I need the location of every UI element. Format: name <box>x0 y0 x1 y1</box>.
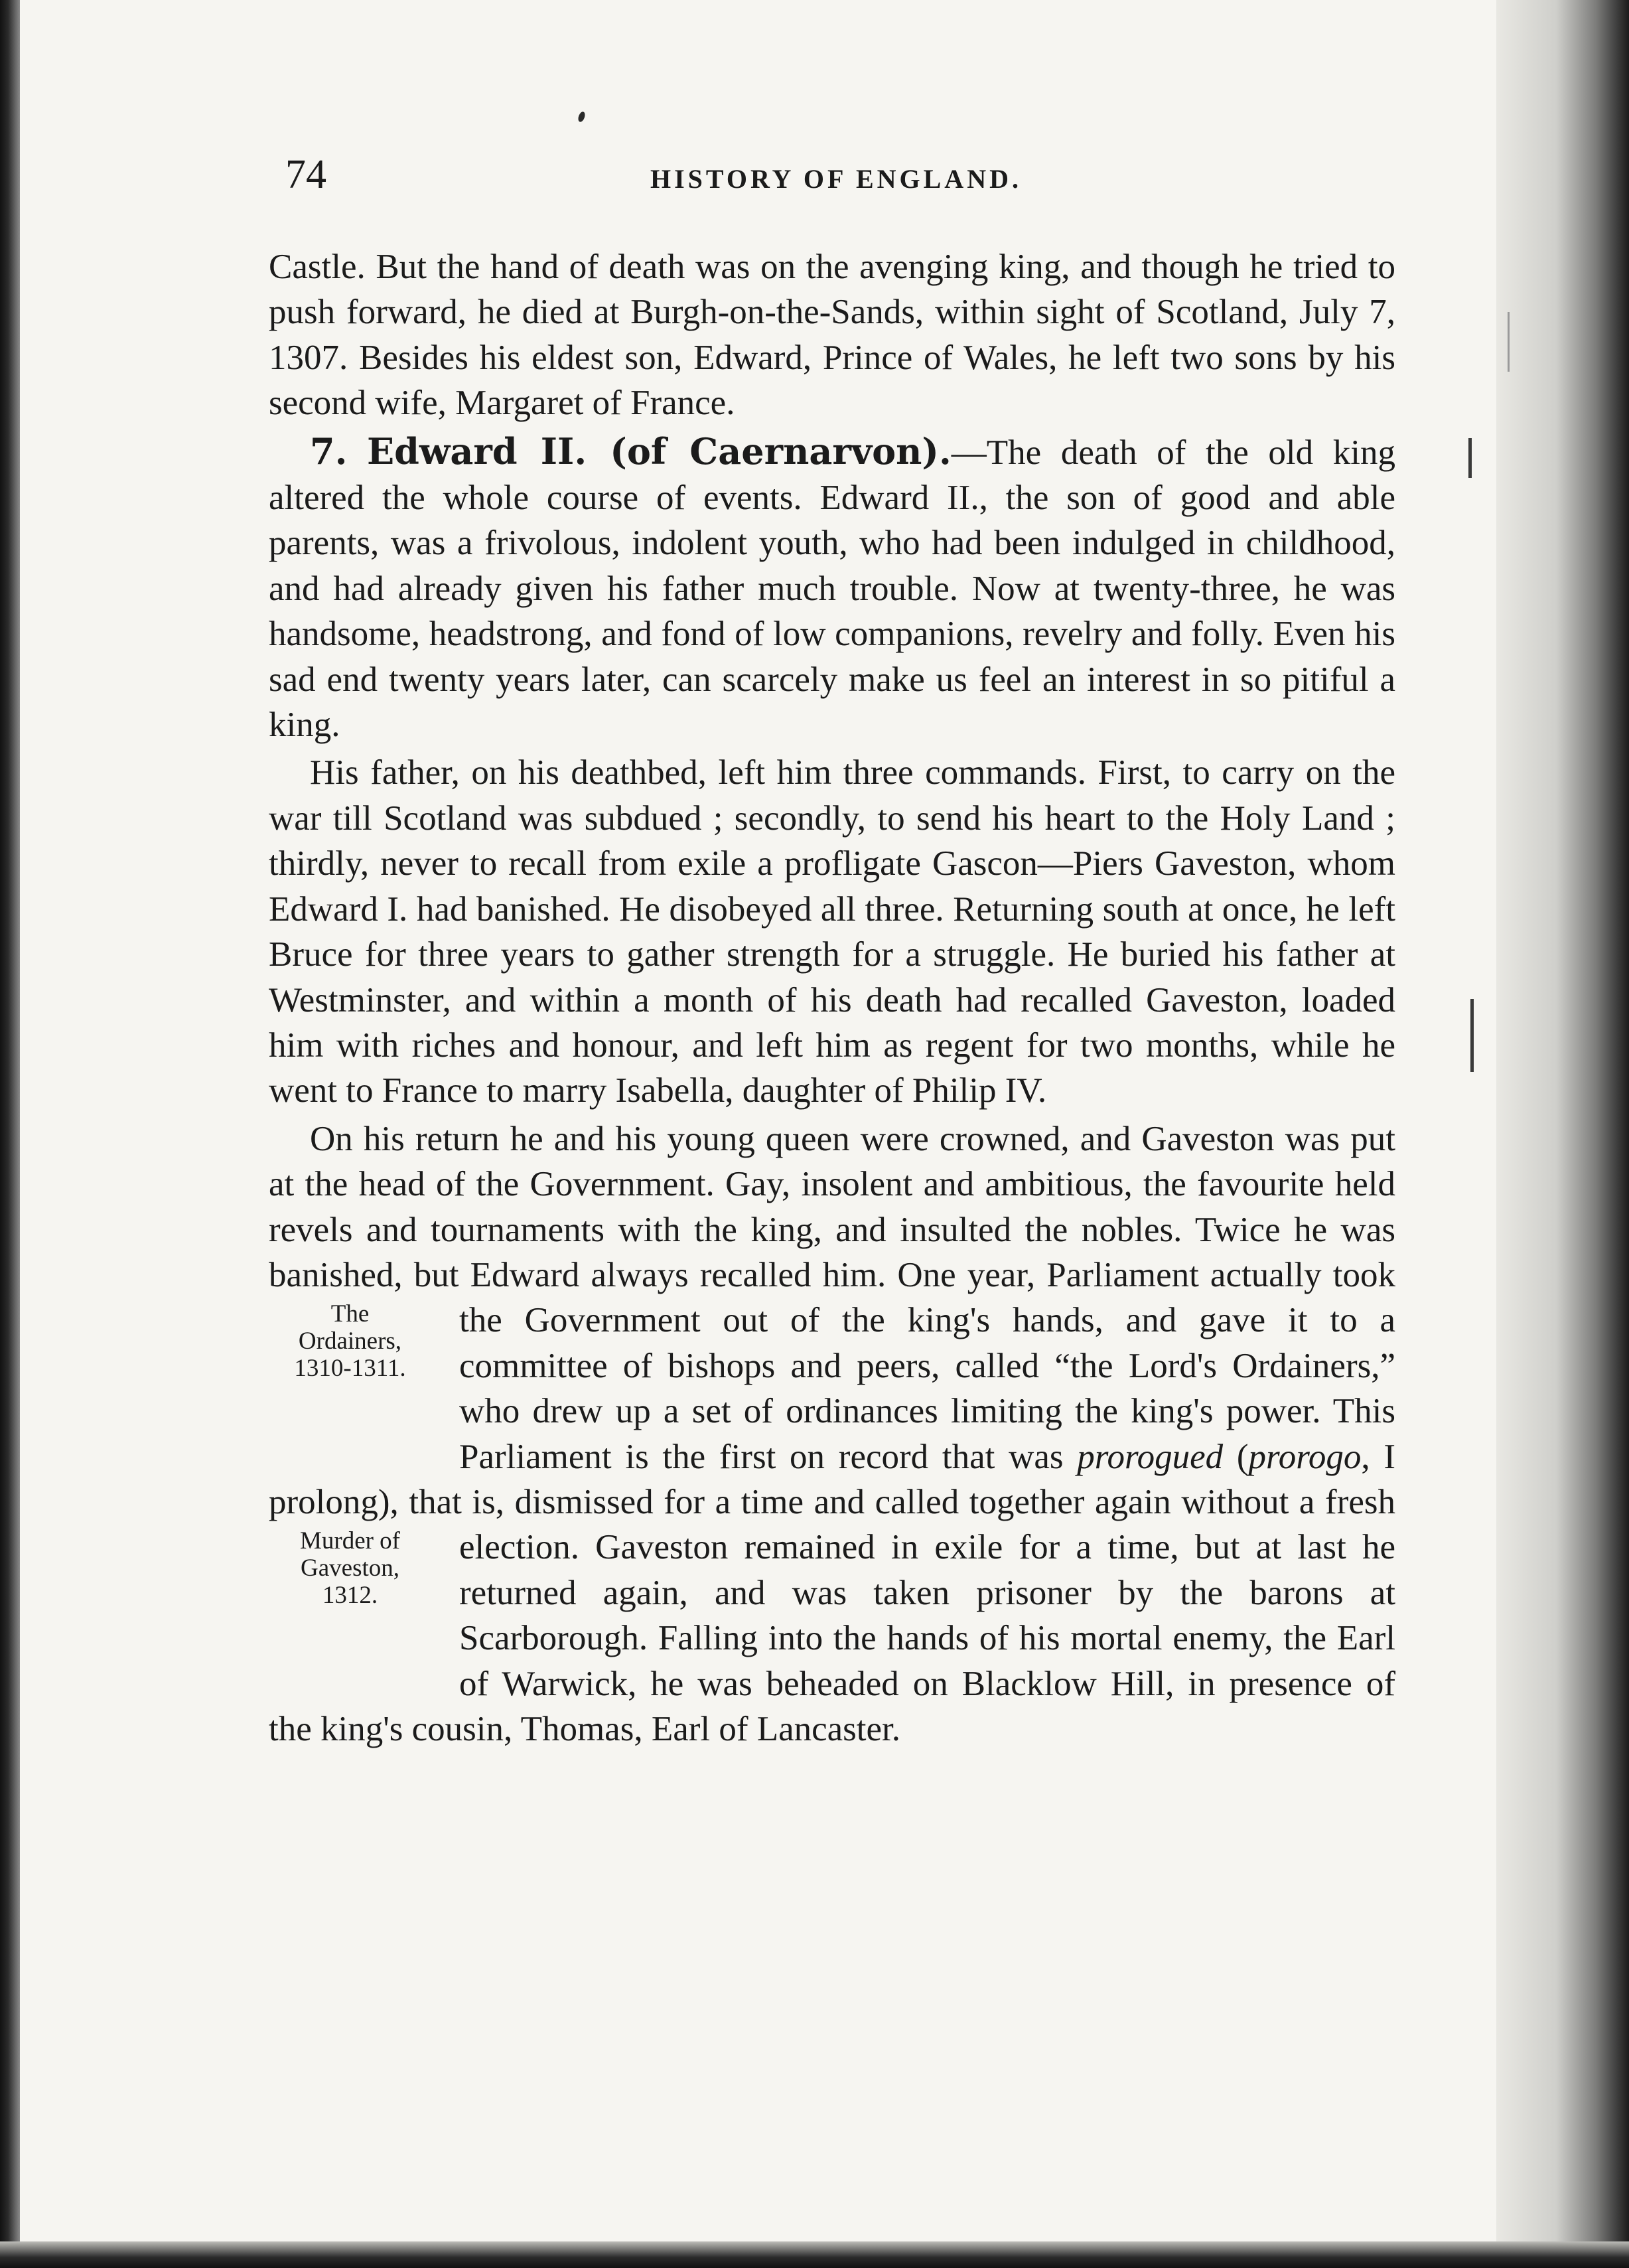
sidenote-ordainers <box>255 1300 445 1437</box>
section-heading: Edward II. (of Caernarvon). <box>367 429 952 473</box>
running-head: HISTORY OF ENGLAND. <box>650 164 1022 194</box>
paragraph-text: Government out of the king's hands, and gave it to a committee of bishops and peers, called “the Lord's Ordainers,” who drew up a set of ordinances limiting the king's power. This Parliament is the first on record that was <box>459 1301 1395 1476</box>
sidenote-line: Ordainers, <box>298 1327 402 1355</box>
paragraph-ordainers <box>269 1116 1395 1752</box>
margin-mark <box>1470 999 1474 1072</box>
scan-edge-right <box>1496 0 1629 2268</box>
paragraph-edward-ii <box>269 429 1395 748</box>
margin-mark <box>1468 438 1472 478</box>
page-header <box>285 151 1413 198</box>
sidenote-line: Murder of <box>299 1527 401 1555</box>
italic-term: prorogo <box>1248 1437 1362 1476</box>
ink-speck <box>577 111 587 123</box>
sidenote-line: 1310-1311. <box>294 1355 406 1383</box>
page-body <box>269 244 1395 1754</box>
sidenote-line: The <box>330 1300 370 1328</box>
scan-edge-bottom <box>0 2241 1629 2268</box>
paragraph: Castle. But the hand of death was on the avenging king, and though he tried to push forward, he died at Burgh-on-the-Sands, within sight of Scotland, July 7, 1307. Besides his eldest son, Edward, Prince of Wales, he left two sons by his second wife, Margaret of France. <box>269 248 1395 423</box>
margin-mark <box>1508 312 1510 372</box>
sidenote-line: Gaveston, <box>301 1554 399 1582</box>
sidenote-gaveston <box>255 1527 445 1664</box>
paragraph-text: in exile for a time, but at last he returned again, and was taken prisoner by the barons at Scarborough. Falling into the hands of his mortal enemy, the Earl of Warwick, he was beheaded on Blacklow Hill, in presence of the king's cousin, Thomas, Earl of Lancaster. <box>269 1528 1395 1748</box>
sidenote-line: 1312. <box>322 1582 378 1610</box>
section-number: 7. <box>310 429 348 473</box>
italic-term: prorogued <box>1077 1437 1224 1476</box>
paragraph-text: ( <box>1223 1437 1249 1476</box>
paragraph-text: —The death of the old king altered the whole course of events. Edward II., the son of good and able parents, was a frivolous, indolent youth, who had been indulged in childhood, and had already given his father much trouble. Now at twenty-three, he was handsome, headstrong, and fond of low companions, revelry and folly. Even his sad end twenty years later, can scarcely make us feel an interest in so pitiful a king. <box>269 433 1395 745</box>
paragraph: His father, on his deathbed, left him three commands. First, to carry on the war till Scotland was subdued ; secondly, to send his heart to the Holy Land ; thirdly, never to recall from exile a profligate Gascon—Piers Gaveston, whom Edward I. had banished. He disobeyed all three. Returning south at once, he left Bruce for three years to gather strength for a struggle. He buried his father at Westminster, and within a month of his death had recalled Gaveston, loaded him with riches and honour, and left him as regent for two months, while he went to France to marry Isabella, daughter of Philip IV. <box>269 753 1395 1110</box>
page-number: 74 <box>285 152 326 197</box>
scan-edge-left <box>0 0 20 2268</box>
paragraph-text: On his return he and his young queen were crowned, and Gaveston was put at the head of the Government. Gay, insolent and ambitious, the favourite held revels and tournaments with the king, and insulted the nobles. Twice he was banished, but Edward always recalled him. One year, Parliament actually took the <box>269 1119 1395 1340</box>
paragraph-text: , I prolong), that is, dismissed for a time and called together again without a fresh election. Gaveston remained <box>269 1437 1396 1567</box>
